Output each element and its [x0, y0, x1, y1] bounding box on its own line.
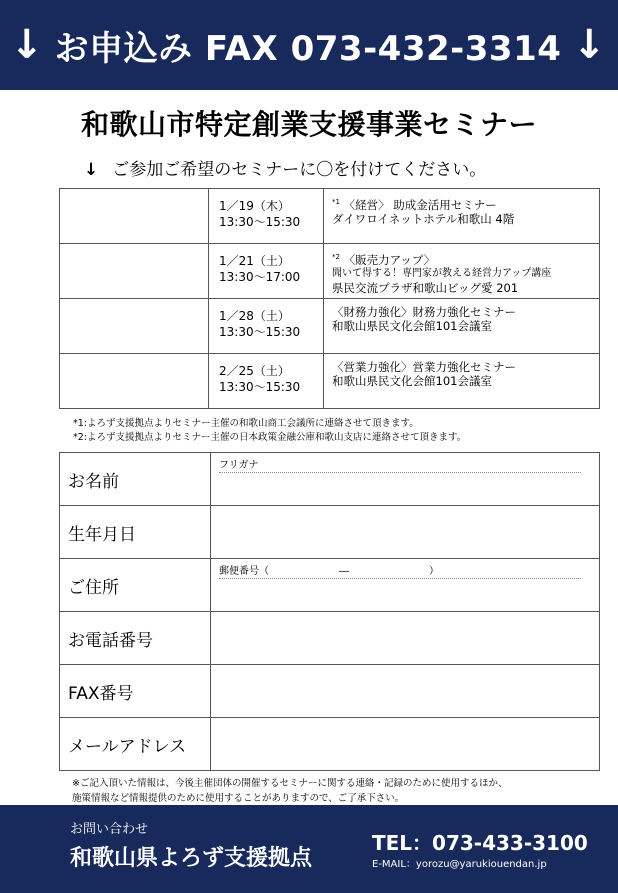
- seminar-check-cell[interactable]: [60, 189, 209, 244]
- seminar-info-cell: [324, 189, 600, 244]
- fax-field[interactable]: [211, 665, 600, 718]
- footnote-mark: *2: [332, 253, 340, 261]
- seminar-date-cell: [209, 244, 324, 299]
- seminar-date-cell: [209, 189, 324, 244]
- name-field[interactable]: [211, 453, 600, 506]
- contact-label: お問い合わせ: [70, 822, 149, 837]
- form-row-name: [60, 453, 600, 506]
- instruction-text: ご参加ご希望のセミナーに〇を付けてください。: [112, 160, 487, 180]
- seminar-row: [60, 189, 600, 244]
- application-form: [59, 452, 600, 771]
- seminar-info-cell: [324, 244, 600, 299]
- seminar-title: 〈営業力強化〉営業力強化セミナー: [332, 360, 516, 374]
- seminar-date: 1／19（木）: [219, 199, 290, 213]
- seminar-venue: ダイワロイネットホテル和歌山 4階: [332, 211, 515, 226]
- birthdate-label: 生年月日: [60, 506, 211, 559]
- footnote: *2:よろず支援拠点よりセミナー主催の日本政策金融公庫和歌山支店に連絡させて頂きます。: [73, 432, 467, 443]
- seminar-time: 13:30～15:30: [219, 215, 301, 229]
- seminar-date-cell: [209, 354, 324, 409]
- seminar-time: 13:30～17:00: [219, 270, 301, 284]
- phone-field[interactable]: [211, 612, 600, 665]
- seminar-date-cell: [209, 299, 324, 354]
- email-label: メールアドレス: [60, 718, 211, 771]
- seminar-subtitle: 聞いて得する！専門家が教える経営力アップ講座: [332, 267, 552, 279]
- fax-label: FAX番号: [60, 665, 211, 718]
- seminar-title: 〈販売力アップ〉: [343, 252, 436, 267]
- fax-number-heading: お申込み FAX 073-432-3314: [54, 28, 562, 69]
- form-row-phone: [60, 612, 600, 665]
- postal-code-hint: 郵便番号（ ― ）: [219, 562, 581, 579]
- seminar-row: [60, 244, 600, 299]
- seminar-time: 13:30～15:30: [219, 325, 301, 339]
- seminar-check-cell[interactable]: [60, 354, 209, 409]
- form-row-fax: [60, 665, 600, 718]
- seminar-row: [60, 299, 600, 354]
- privacy-line: 施策情報など情報提供のために使用することがありますので、ご了承下さい。: [72, 793, 405, 804]
- birthdate-field[interactable]: [211, 506, 600, 559]
- seminar-venue: 和歌山県民文化会館101会議室: [332, 374, 492, 388]
- contact-email: E-MAIL：yorozu@yarukiouendan.jp: [372, 859, 547, 870]
- contact-footer: [0, 805, 618, 893]
- form-row-email: [60, 718, 600, 771]
- seminar-row: [60, 354, 600, 409]
- down-arrow-icon: ↓: [572, 22, 606, 68]
- phone-label: お電話番号: [60, 612, 211, 665]
- address-label: ご住所: [60, 559, 211, 612]
- seminar-info-cell: [324, 354, 600, 409]
- seminar-venue: 県民交流プラザ和歌山ビッグ愛 201: [332, 280, 519, 295]
- footnote: *1:よろず支援拠点よりセミナー主催の和歌山商工会議所に連絡させて頂きます。: [73, 418, 419, 429]
- seminar-title: 〈財務力強化〉財務力強化セミナー: [332, 305, 516, 319]
- page-title: 和歌山市特定創業支援事業セミナー: [80, 108, 537, 141]
- furigana-hint: フリガナ: [219, 456, 581, 473]
- organization-name: 和歌山県よろず支援拠点: [70, 846, 313, 871]
- form-row-birthdate: [60, 506, 600, 559]
- seminar-title: 〈経営〉 助成金活用セミナー: [343, 197, 497, 212]
- privacy-line: ※ご記入頂いた情報は、今後主催団体の開催するセミナーに関する連絡・記録のために使用するほか、: [72, 778, 508, 789]
- name-label: お名前: [60, 453, 211, 506]
- seminar-date: 1／28（土）: [219, 309, 290, 323]
- email-field[interactable]: [211, 718, 600, 771]
- seminar-check-cell[interactable]: [60, 244, 209, 299]
- fax-banner: [0, 0, 618, 90]
- instruction: [84, 155, 486, 180]
- footnotes: [73, 417, 466, 445]
- privacy-note: [72, 776, 507, 806]
- down-arrow-icon: ↓: [84, 160, 99, 180]
- seminar-date: 1／21（土）: [219, 254, 290, 268]
- contact-phone: TEL：073-433-3100: [372, 831, 588, 855]
- seminar-time: 13:30～15:30: [219, 380, 301, 394]
- seminar-date: 2／25（土）: [219, 364, 290, 378]
- address-field[interactable]: [211, 559, 600, 612]
- seminar-check-cell[interactable]: [60, 299, 209, 354]
- seminar-info-cell: [324, 299, 600, 354]
- form-row-address: [60, 559, 600, 612]
- seminar-venue: 和歌山県民文化会館101会議室: [332, 319, 492, 333]
- down-arrow-icon: ↓: [10, 22, 44, 68]
- seminar-table: [59, 188, 600, 409]
- footnote-mark: *1: [332, 198, 340, 206]
